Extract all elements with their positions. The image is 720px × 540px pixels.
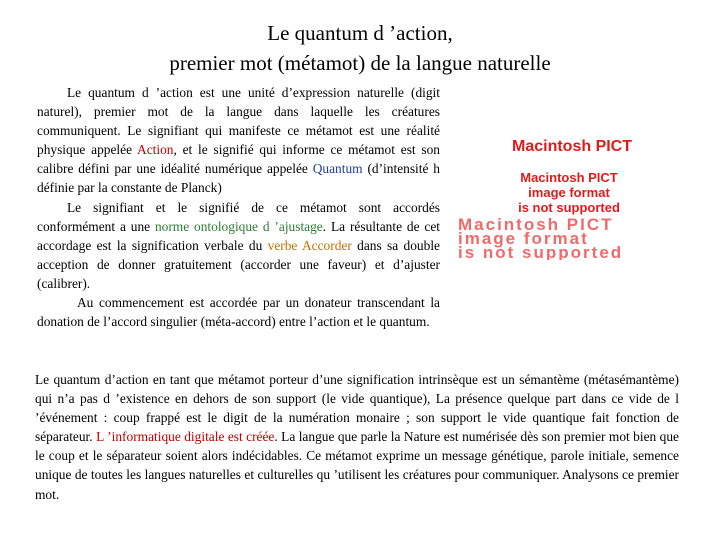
term-quantum: Quantum [312,161,363,177]
paragraph-2-text-c: dans sa double acception de donner gratuitement (accorder une faveur) et d’ajuster (calibrer). [37,237,440,291]
placeholder-line-1: Macintosh PICT [520,170,618,185]
term-action: Action [137,142,174,158]
slide-title [0,18,720,78]
term-verbe-accorder: verbe Accorder [267,237,352,253]
paragraph-1-text-a: Le quantum d ’action est une unité d’expression naturelle (digit naturel), premier mot de la langue dans laquelle les créatures communiquent. Le signifiant qui manifeste ce métamot est une réalité physique appelée [37,85,440,158]
paragraph-4-text-a: Le quantum d’action en tant que métamot porteur d’une signification intrinsèque est un sémantème (métasémantème) qui n’a pas d ’existence en dehors de son support (le vide quantique), La présence quelque part dans ce vide de l ’événement : coup frappé est le digit de la numération monaire ; son support le vide quantique fait fonction de séparateur. [35,372,679,445]
placeholder-line-2: image format [528,185,610,200]
left-text-column [37,83,440,331]
ghost-line-2: image format [458,229,589,248]
bottom-text-block [35,370,679,504]
ghost-line-3: is not supported [458,243,624,260]
paragraph-4-text-b: . La langue que parle la Nature est numérisée dès son premier mot bien que le coup et le séparateur soient alors indécidables. Ce métamot exprime un message génétique, parole initiale, semence unique de toutes les langues naturelles et culturelles qu ’utilisent les créatures pour communiquer. Analysons ce premier mot. [35,429,679,502]
placeholder-ghost-text [458,218,686,260]
title-line-1: Le quantum d ’action, [267,21,453,45]
ghost-line-1: Macintosh PICT [458,218,614,234]
unsupported-image-placeholder [452,130,692,260]
paragraph-1 [37,83,440,198]
term-norme-ontologique: norme ontologique d ’ajustage [154,218,323,234]
paragraph-2-text-a: Le signifiant et le signifié de ce métamot sont accordés conformément a une [37,199,440,234]
placeholder-message [504,170,634,215]
paragraph-1-text-b: , et le signifié qui informe ce métamot est son calibre défini par une idéalité numérique appelée [37,142,440,177]
paragraph-1-text-c: (d’intensité h définie par la constante de Planck) [37,161,440,196]
paragraph-4 [35,370,679,504]
paragraph-2 [37,198,440,293]
placeholder-heading: Macintosh PICT [512,138,633,155]
placeholder-line-3: is not supported [518,200,620,215]
paragraph-2-text-b: . La résultante de cet accordage est la signification verbale du [37,218,440,253]
term-informatique-digitale: L ’informatique digitale est créée [96,429,275,445]
paragraph-3: Au commencement est accordée par un donateur transcendant la donation de l’accord singulier (méta-accord) entre l’action et le quantum. [37,295,440,330]
title-line-2: premier mot (métamot) de la langue naturelle [169,51,551,75]
